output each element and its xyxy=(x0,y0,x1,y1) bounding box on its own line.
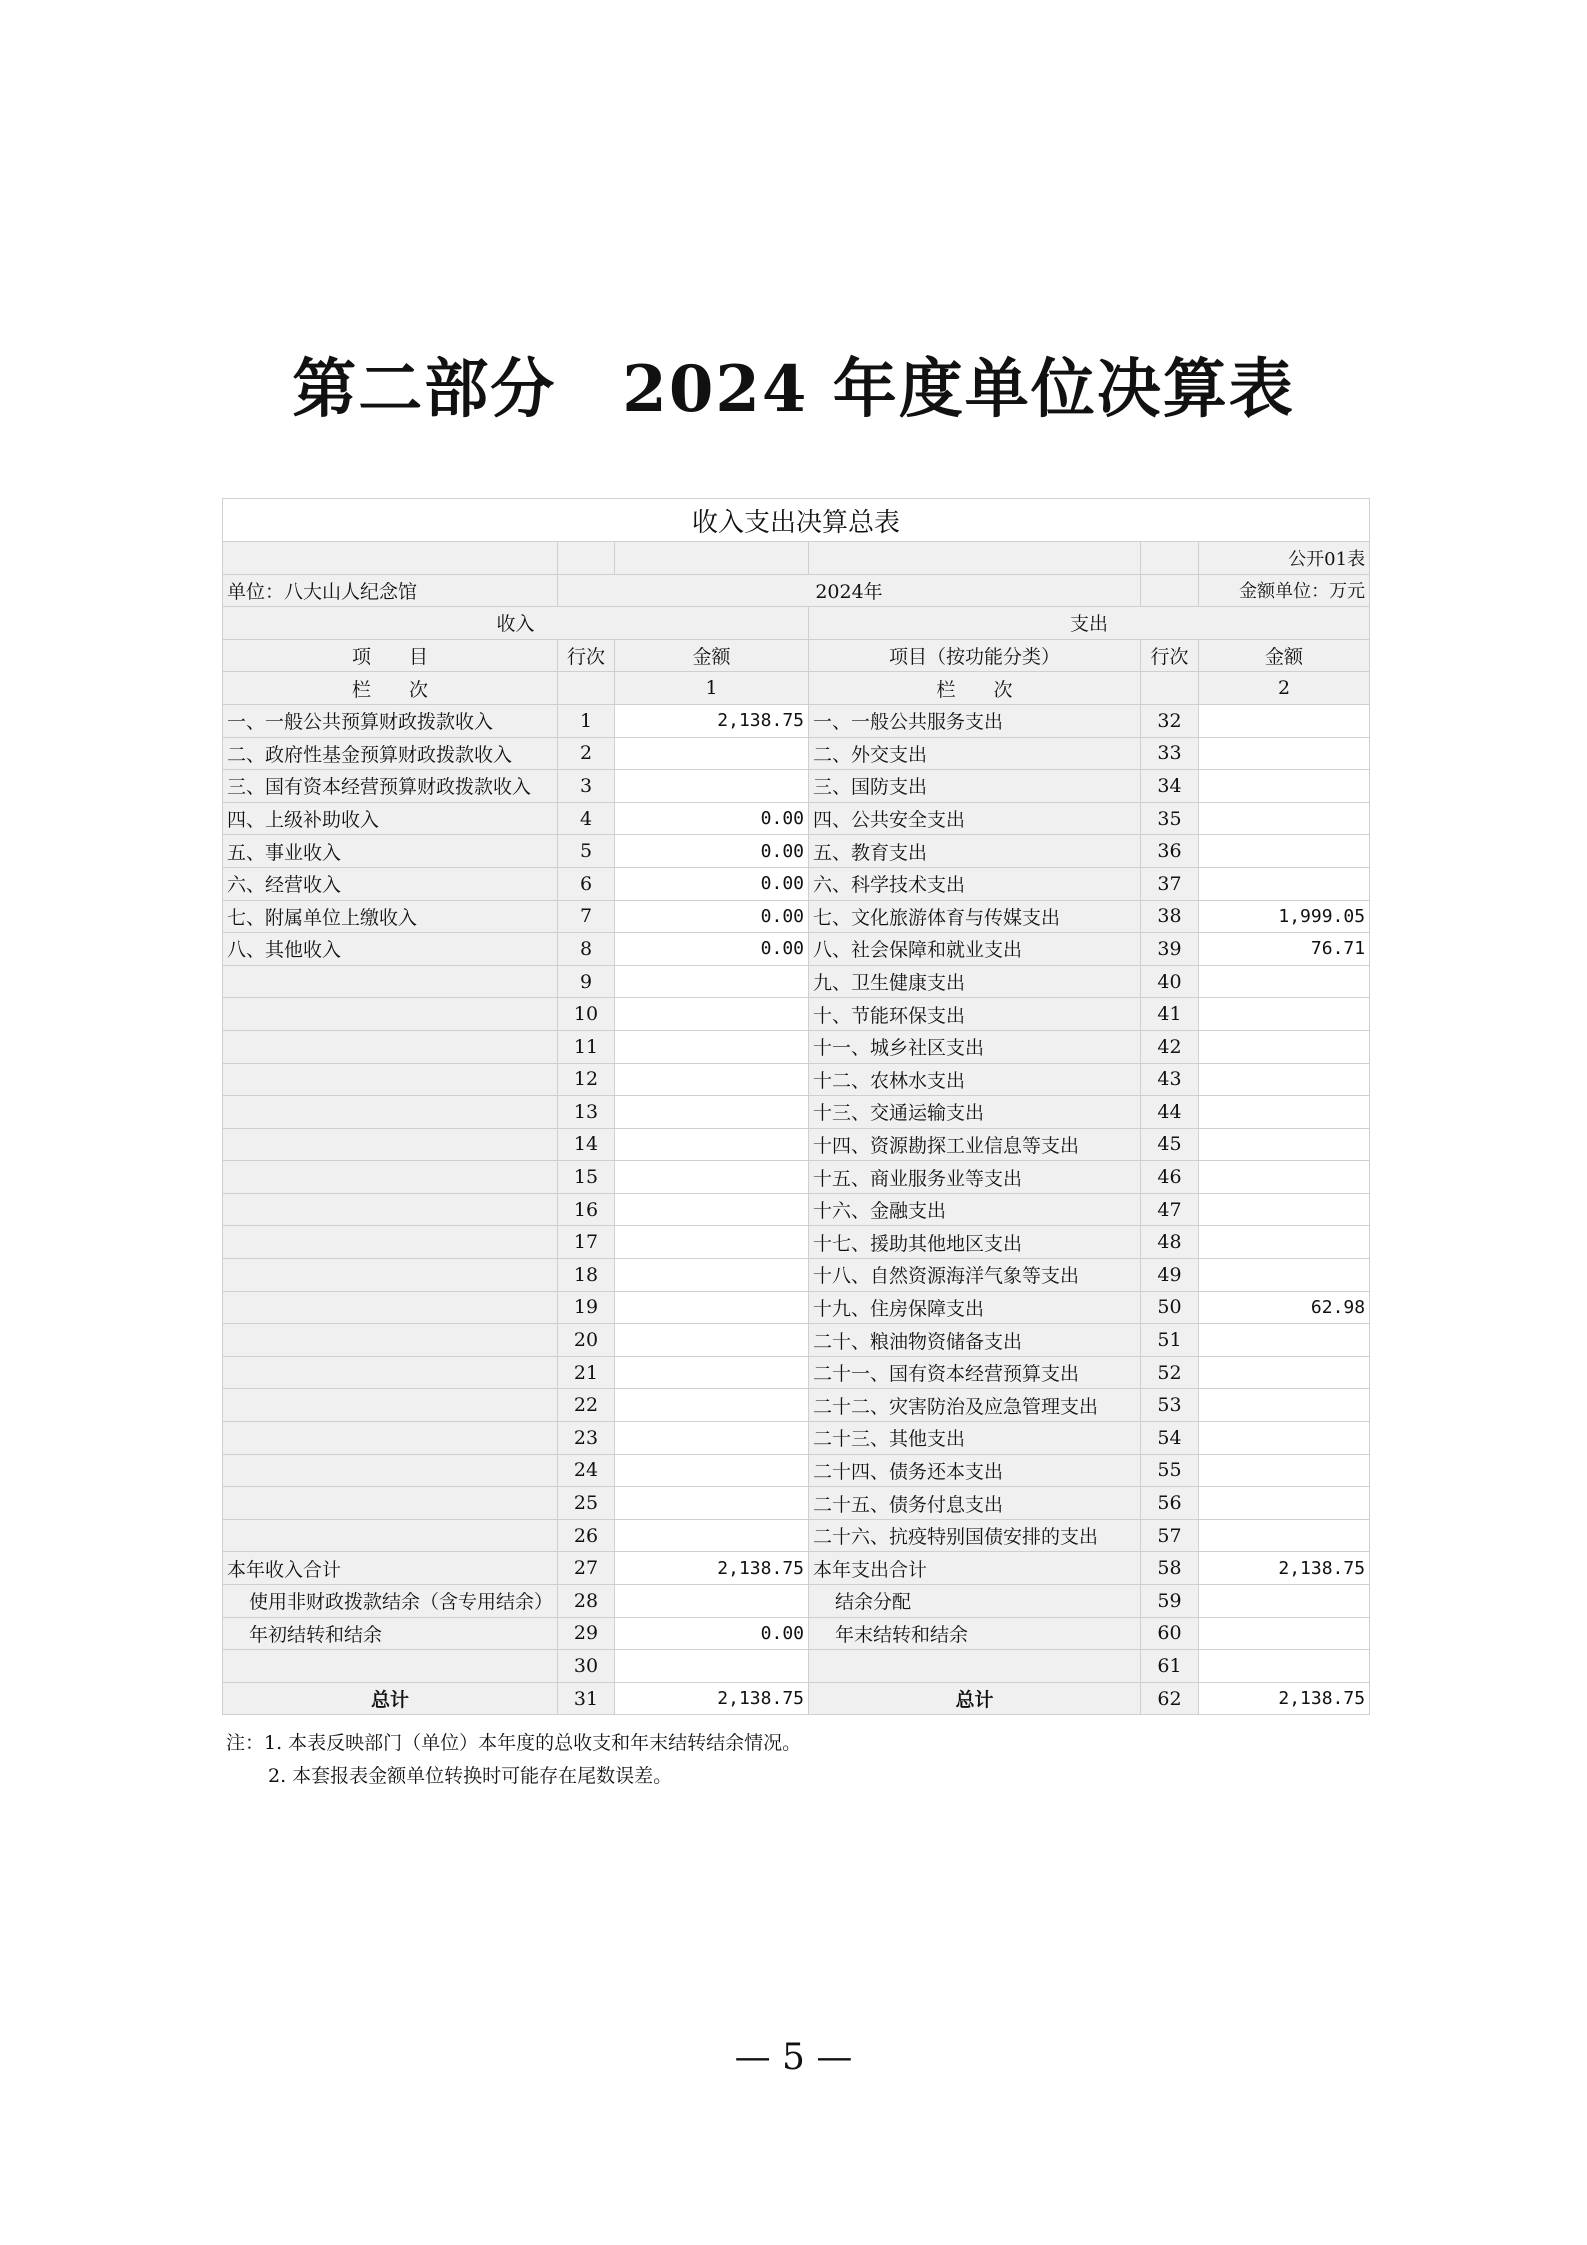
income-header: 收入 xyxy=(223,607,809,640)
income-line-no: 28 xyxy=(558,1585,615,1618)
income-amount xyxy=(615,1063,809,1096)
income-item xyxy=(223,1096,558,1129)
expense-line-no: 57 xyxy=(1141,1519,1199,1552)
income-line-no: 8 xyxy=(558,933,615,966)
expense-amount xyxy=(1199,770,1370,803)
total-row xyxy=(223,1682,1370,1715)
income-amount: 2,138.75 xyxy=(615,1682,809,1715)
table-row xyxy=(223,1356,1370,1389)
expense-item: 十五、商业服务业等支出 xyxy=(809,1161,1141,1194)
income-amount xyxy=(615,1389,809,1422)
income-item: 六、经营收入 xyxy=(223,867,558,900)
income-line-no: 12 xyxy=(558,1063,615,1096)
expense-amount xyxy=(1199,1650,1370,1683)
expense-amount: 2,138.75 xyxy=(1199,1552,1370,1585)
expense-item: 本年支出合计 xyxy=(809,1552,1141,1585)
page-title: 第二部分 2024 年度单位决算表 xyxy=(292,352,1295,427)
form-code: 公开01表 xyxy=(1199,542,1370,575)
expense-line-no: 47 xyxy=(1141,1193,1199,1226)
expense-item: 五、教育支出 xyxy=(809,835,1141,868)
lanci-label-2: 栏 次 xyxy=(809,672,1141,705)
income-amount xyxy=(615,1585,809,1618)
income-item xyxy=(223,1063,558,1096)
lanci-2: 2 xyxy=(1199,672,1370,705)
expense-item: 结余分配 xyxy=(809,1585,1141,1618)
income-item: 五、事业收入 xyxy=(223,835,558,868)
expense-amount xyxy=(1199,1422,1370,1455)
expense-item: 十二、农林水支出 xyxy=(809,1063,1141,1096)
expense-item: 十七、援助其他地区支出 xyxy=(809,1226,1141,1259)
expense-item: 年末结转和结余 xyxy=(809,1617,1141,1650)
expense-amount xyxy=(1199,835,1370,868)
expense-line-no: 62 xyxy=(1141,1682,1199,1715)
income-item: 三、国有资本经营预算财政拨款收入 xyxy=(223,770,558,803)
expense-item: 二十一、国有资本经营预算支出 xyxy=(809,1356,1141,1389)
expense-line-no: 55 xyxy=(1141,1454,1199,1487)
expense-amount xyxy=(1199,802,1370,835)
col-header-amount: 金额 xyxy=(615,639,809,672)
page-number: — 5 — xyxy=(734,2037,853,2078)
income-line-no: 10 xyxy=(558,998,615,1031)
table-row xyxy=(223,1193,1370,1226)
expense-amount xyxy=(1199,867,1370,900)
lanci-1: 1 xyxy=(615,672,809,705)
unit-name: 单位：八大山人纪念馆 xyxy=(223,574,558,607)
expense-item: 二十五、债务付息支出 xyxy=(809,1487,1141,1520)
expense-item: 十九、住房保障支出 xyxy=(809,1291,1141,1324)
summary-row xyxy=(223,1585,1370,1618)
income-line-no: 21 xyxy=(558,1356,615,1389)
table-title: 收入支出决算总表 xyxy=(223,499,1370,542)
income-line-no: 30 xyxy=(558,1650,615,1683)
income-item: 一、一般公共预算财政拨款收入 xyxy=(223,704,558,737)
income-amount xyxy=(615,737,809,770)
income-item xyxy=(223,1389,558,1422)
table-row xyxy=(223,1259,1370,1292)
income-line-no: 24 xyxy=(558,1454,615,1487)
income-amount: 0.00 xyxy=(615,835,809,868)
income-line-no: 5 xyxy=(558,835,615,868)
expense-item: 二十三、其他支出 xyxy=(809,1422,1141,1455)
income-amount xyxy=(615,1454,809,1487)
expense-amount xyxy=(1199,998,1370,1031)
expense-amount: 2,138.75 xyxy=(1199,1682,1370,1715)
expense-amount xyxy=(1199,1617,1370,1650)
table-row xyxy=(223,1389,1370,1422)
income-amount: 0.00 xyxy=(615,867,809,900)
income-amount xyxy=(615,1259,809,1292)
income-line-no: 16 xyxy=(558,1193,615,1226)
income-item xyxy=(223,1128,558,1161)
income-item xyxy=(223,1487,558,1520)
income-line-no: 26 xyxy=(558,1519,615,1552)
expense-line-no: 37 xyxy=(1141,867,1199,900)
expense-line-no: 52 xyxy=(1141,1356,1199,1389)
expense-line-no: 51 xyxy=(1141,1324,1199,1357)
table-row xyxy=(223,770,1370,803)
expense-line-no: 60 xyxy=(1141,1617,1199,1650)
income-item xyxy=(223,1454,558,1487)
expense-item: 一、一般公共服务支出 xyxy=(809,704,1141,737)
income-amount: 2,138.75 xyxy=(615,1552,809,1585)
income-amount: 0.00 xyxy=(615,900,809,933)
col-header-item: 项 目 xyxy=(223,639,558,672)
expense-amount xyxy=(1199,737,1370,770)
income-item xyxy=(223,1650,558,1683)
income-line-no: 15 xyxy=(558,1161,615,1194)
expense-amount xyxy=(1199,1454,1370,1487)
income-item: 二、政府性基金预算财政拨款收入 xyxy=(223,737,558,770)
income-item xyxy=(223,1259,558,1292)
income-item: 本年收入合计 xyxy=(223,1552,558,1585)
expense-amount xyxy=(1199,1063,1370,1096)
table-row xyxy=(223,1063,1370,1096)
table-row xyxy=(223,737,1370,770)
expense-line-no: 53 xyxy=(1141,1389,1199,1422)
income-amount: 0.00 xyxy=(615,933,809,966)
expense-amount: 62.98 xyxy=(1199,1291,1370,1324)
table-row xyxy=(223,1291,1370,1324)
expense-amount xyxy=(1199,1226,1370,1259)
expense-line-no: 48 xyxy=(1141,1226,1199,1259)
expense-line-no: 59 xyxy=(1141,1585,1199,1618)
expense-amount xyxy=(1199,1161,1370,1194)
expense-header: 支出 xyxy=(809,607,1370,640)
expense-line-no: 33 xyxy=(1141,737,1199,770)
income-item: 总计 xyxy=(223,1682,558,1715)
income-item: 使用非财政拨款结余（含专用结余） xyxy=(223,1585,558,1618)
expense-item: 十六、金融支出 xyxy=(809,1193,1141,1226)
expense-line-no: 43 xyxy=(1141,1063,1199,1096)
expense-item: 六、科学技术支出 xyxy=(809,867,1141,900)
table-row xyxy=(223,1030,1370,1063)
table-row xyxy=(223,1519,1370,1552)
income-amount xyxy=(615,1161,809,1194)
expense-amount xyxy=(1199,704,1370,737)
income-line-no: 13 xyxy=(558,1096,615,1129)
income-amount: 2,138.75 xyxy=(615,704,809,737)
expense-line-no: 36 xyxy=(1141,835,1199,868)
income-amount: 0.00 xyxy=(615,1617,809,1650)
note-2: 2. 本套报表金额单位转换时可能存在尾数误差。 xyxy=(268,1765,673,1787)
note-1: 注：1. 本表反映部门（单位）本年度的总收支和年末结转结余情况。 xyxy=(226,1732,802,1754)
table-row xyxy=(223,1324,1370,1357)
income-amount xyxy=(615,1128,809,1161)
expense-line-no: 45 xyxy=(1141,1128,1199,1161)
income-line-no: 1 xyxy=(558,704,615,737)
col-header-amount-2: 金额 xyxy=(1199,639,1370,672)
expense-item: 二十二、灾害防治及应急管理支出 xyxy=(809,1389,1141,1422)
income-item xyxy=(223,1422,558,1455)
expense-item: 总计 xyxy=(809,1682,1141,1715)
income-item xyxy=(223,998,558,1031)
expense-amount: 1,999.05 xyxy=(1199,900,1370,933)
income-amount: 0.00 xyxy=(615,802,809,835)
report-year: 2024年 xyxy=(558,574,1141,607)
expense-item: 二、外交支出 xyxy=(809,737,1141,770)
expense-amount xyxy=(1199,1356,1370,1389)
income-line-no: 29 xyxy=(558,1617,615,1650)
expense-line-no: 42 xyxy=(1141,1030,1199,1063)
expense-item: 二十、粮油物资储备支出 xyxy=(809,1324,1141,1357)
income-expense-summary-table xyxy=(222,498,1370,1715)
expense-item: 十四、资源勘探工业信息等支出 xyxy=(809,1128,1141,1161)
income-item xyxy=(223,1193,558,1226)
expense-amount xyxy=(1199,1585,1370,1618)
expense-item: 九、卫生健康支出 xyxy=(809,965,1141,998)
income-line-no: 31 xyxy=(558,1682,615,1715)
table-row xyxy=(223,704,1370,737)
expense-item: 七、文化旅游体育与传媒支出 xyxy=(809,900,1141,933)
expense-amount xyxy=(1199,1259,1370,1292)
income-item: 年初结转和结余 xyxy=(223,1617,558,1650)
expense-item: 二十六、抗疫特别国债安排的支出 xyxy=(809,1519,1141,1552)
expense-item: 四、公共安全支出 xyxy=(809,802,1141,835)
income-line-no: 4 xyxy=(558,802,615,835)
expense-amount xyxy=(1199,1389,1370,1422)
expense-line-no: 38 xyxy=(1141,900,1199,933)
lanci-label: 栏 次 xyxy=(223,672,558,705)
expense-amount xyxy=(1199,1128,1370,1161)
expense-line-no: 56 xyxy=(1141,1487,1199,1520)
expense-line-no: 49 xyxy=(1141,1259,1199,1292)
income-item xyxy=(223,1356,558,1389)
expense-amount: 76.71 xyxy=(1199,933,1370,966)
income-amount xyxy=(615,1096,809,1129)
expense-item: 十、节能环保支出 xyxy=(809,998,1141,1031)
income-amount xyxy=(615,1226,809,1259)
table-row xyxy=(223,1487,1370,1520)
income-item xyxy=(223,1291,558,1324)
expense-item: 十三、交通运输支出 xyxy=(809,1096,1141,1129)
income-line-no: 23 xyxy=(558,1422,615,1455)
income-amount xyxy=(615,1324,809,1357)
table-row xyxy=(223,835,1370,868)
income-amount xyxy=(615,1291,809,1324)
expense-amount xyxy=(1199,1096,1370,1129)
table-row xyxy=(223,1096,1370,1129)
income-amount xyxy=(615,1030,809,1063)
table-row xyxy=(223,1422,1370,1455)
income-item xyxy=(223,1030,558,1063)
income-item: 八、其他收入 xyxy=(223,933,558,966)
expense-line-no: 40 xyxy=(1141,965,1199,998)
income-line-no: 18 xyxy=(558,1259,615,1292)
expense-amount xyxy=(1199,965,1370,998)
table-row xyxy=(223,802,1370,835)
income-line-no: 17 xyxy=(558,1226,615,1259)
income-line-no: 27 xyxy=(558,1552,615,1585)
col-header-line-2: 行次 xyxy=(1141,639,1199,672)
expense-amount xyxy=(1199,1030,1370,1063)
table-row xyxy=(223,1226,1370,1259)
expense-amount xyxy=(1199,1519,1370,1552)
expense-amount xyxy=(1199,1193,1370,1226)
summary-row xyxy=(223,1552,1370,1585)
income-amount xyxy=(615,1519,809,1552)
expense-item xyxy=(809,1650,1141,1683)
table-row xyxy=(223,998,1370,1031)
income-amount xyxy=(615,1356,809,1389)
income-line-no: 19 xyxy=(558,1291,615,1324)
expense-line-no: 46 xyxy=(1141,1161,1199,1194)
income-item xyxy=(223,1519,558,1552)
income-amount xyxy=(615,1650,809,1683)
income-item xyxy=(223,1161,558,1194)
col-header-item-func: 项目（按功能分类） xyxy=(809,639,1141,672)
expense-line-no: 54 xyxy=(1141,1422,1199,1455)
income-amount xyxy=(615,770,809,803)
expense-line-no: 35 xyxy=(1141,802,1199,835)
expense-item: 八、社会保障和就业支出 xyxy=(809,933,1141,966)
table-row xyxy=(223,900,1370,933)
expense-item: 二十四、债务还本支出 xyxy=(809,1454,1141,1487)
income-item: 七、附属单位上缴收入 xyxy=(223,900,558,933)
summary-row xyxy=(223,1650,1370,1683)
table-row xyxy=(223,1161,1370,1194)
expense-amount xyxy=(1199,1487,1370,1520)
expense-line-no: 44 xyxy=(1141,1096,1199,1129)
income-item xyxy=(223,1324,558,1357)
income-line-no: 25 xyxy=(558,1487,615,1520)
income-line-no: 6 xyxy=(558,867,615,900)
income-item: 四、上级补助收入 xyxy=(223,802,558,835)
income-item xyxy=(223,1226,558,1259)
income-line-no: 7 xyxy=(558,900,615,933)
expense-item: 十一、城乡社区支出 xyxy=(809,1030,1141,1063)
expense-line-no: 50 xyxy=(1141,1291,1199,1324)
expense-amount xyxy=(1199,1324,1370,1357)
expense-line-no: 58 xyxy=(1141,1552,1199,1585)
expense-item: 三、国防支出 xyxy=(809,770,1141,803)
table-row xyxy=(223,933,1370,966)
summary-row xyxy=(223,1617,1370,1650)
income-line-no: 2 xyxy=(558,737,615,770)
amount-unit: 金额单位：万元 xyxy=(1199,574,1370,607)
expense-line-no: 32 xyxy=(1141,704,1199,737)
income-amount xyxy=(615,1193,809,1226)
expense-line-no: 34 xyxy=(1141,770,1199,803)
income-item xyxy=(223,965,558,998)
table-row xyxy=(223,965,1370,998)
income-line-no: 9 xyxy=(558,965,615,998)
income-line-no: 11 xyxy=(558,1030,615,1063)
income-amount xyxy=(615,998,809,1031)
table-row xyxy=(223,1128,1370,1161)
table-notes xyxy=(226,1727,801,1793)
expense-line-no: 39 xyxy=(1141,933,1199,966)
income-line-no: 14 xyxy=(558,1128,615,1161)
income-amount xyxy=(615,965,809,998)
expense-item: 十八、自然资源海洋气象等支出 xyxy=(809,1259,1141,1292)
col-header-line: 行次 xyxy=(558,639,615,672)
expense-line-no: 41 xyxy=(1141,998,1199,1031)
income-amount xyxy=(615,1422,809,1455)
expense-line-no: 61 xyxy=(1141,1650,1199,1683)
income-line-no: 20 xyxy=(558,1324,615,1357)
income-line-no: 22 xyxy=(558,1389,615,1422)
income-line-no: 3 xyxy=(558,770,615,803)
table-row xyxy=(223,1454,1370,1487)
income-amount xyxy=(615,1487,809,1520)
table-row xyxy=(223,867,1370,900)
